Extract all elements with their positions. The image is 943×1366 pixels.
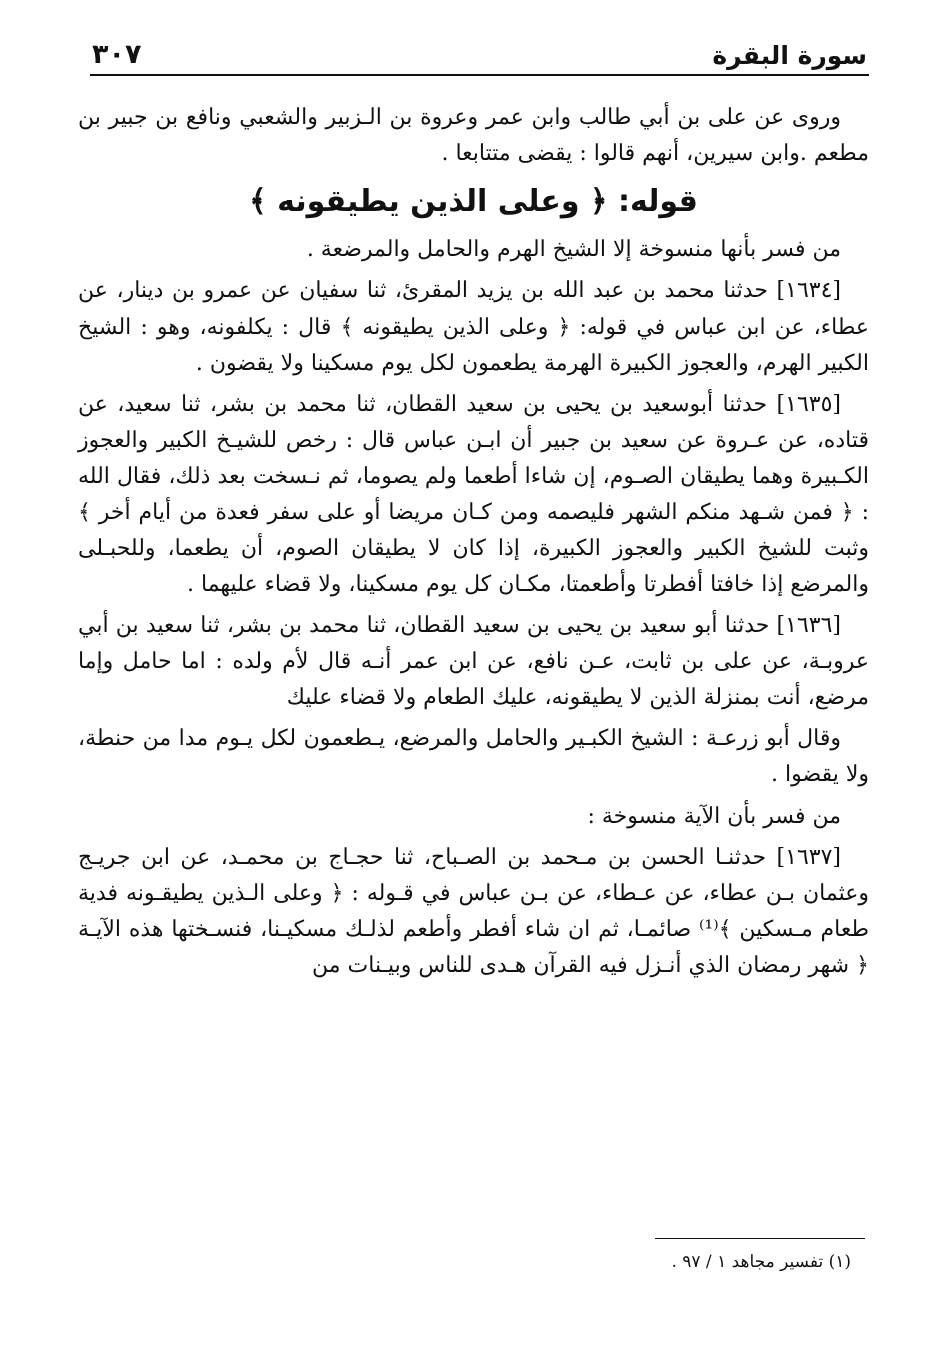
hadith-1635: [١٦٣٥] حدثنا أبوسعيد بن يحيى بن سعيد القطان، ثنا محمد بن بشر، ثنا سعيد، عن قتاده، عن عـروة عن سعيد بن جبير أن ابـن عباس قال : رخص للشيـخ الكبير والعجوز الكـبيرة وهما يطيقان الصـوم، إن شاءا أطعما ولم يصوما، ثم نـسخت بعد ذلك، فقال الله : ﴿ فمن شـهد منكم الشهر فليصمه ومن كـان مريضا أو على سفر فعدة من أيام أخر ﴾ وثبت للشيخ الكبير والعجوز الكبيرة، إذا كان لا يطيقان الصوم، أن يطعما، وللحبـلى والمرضع إذا خافتا أفطرتا وأطعمتا، مكـان كل يوم مسكينا، ولا قضاء عليهما . — [78, 391, 869, 598]
paragraph-1: وروى عن على بن أبي طالب وابن عمر وعروة بن الـزبير والشعبي ونافع بن جبير بن مطعم .وابن سيرين، أنهم قالوا : يقضى متتابعا . — [78, 105, 869, 167]
header-rule — [90, 74, 869, 76]
abu-zura-paragraph: وقال أبو زرعـة : الشيخ الكبـير والحامل والمرضع، يـطعمون لكل يـوم مدا من حنطة، ولا يقضوا . — [78, 726, 869, 788]
hadith-1634: [١٦٣٤] حدثنا محمد بن عبد الله بن يزيد المقرئ، ثنا سفيان عن عمرو بن دينار، عن عطاء، عن ابن عباس في قوله: ﴿ وعلى الذين يطيقونه ﴾ قال : يكلفونه، وهو : الشيخ الكبير الهرم، والعجوز الكبيرة الهرمة يطعمون لكل يوم مسكينا ولا يقضون . — [78, 278, 869, 376]
hadith-1636: [١٦٣٦] حدثنا أبو سعيد بن يحيى بن سعيد القطان، ثنا محمد بن بشر، ثنا سعيد بن أبي عروبـة، عن على بن ثابت، عـن نافع، عن ابن عمر أنـه قال لأم ولده : اما حامل وإما مرضع، أنت بمنزلة الذين لا يطيقونه، عليك الطعام ولا قضاء عليك — [78, 613, 869, 711]
footnote: (١) تفسير مجاهد ١ / ٩٧ . — [671, 1252, 851, 1272]
main-text — [78, 100, 869, 989]
page-number: ٣٠٧ — [92, 39, 142, 70]
subheading-abrogated: من فسر بأن الآية منسوخة : — [587, 803, 841, 829]
footnote-rule — [655, 1238, 865, 1239]
paragraph-2: من فسر بأنها منسوخة إلا الشيخ الهرم والحامل والمرضعة . — [306, 237, 841, 263]
surah-title: سورة البقرة — [712, 41, 867, 70]
section-heading: قوله: ﴿ وعلى الذين يطيقونه ﴾ — [249, 184, 698, 220]
hadith-1637: [١٦٣٧] حدثنـا الحسن بن مـحمد بن الصـباح، ثنا حجـاج بن محمـد، عن ابن جريـج وعثمان بـن عطاء، عن عـطاء، عن بـن عباس في قـوله : ﴿ وعلى الـذين يطيقـونه فدية طعام مـسكين ﴾⁽¹⁾ صائمـا، ثم ان شاء أفطر وأطعم لذلـك مسكيـنا، فنسـختها هذه الآيـة ﴿ شهر رمضان الذي أنـزل فيه القرآن هـدى للناس وبيـنات من — [78, 844, 869, 978]
running-header — [92, 26, 867, 70]
